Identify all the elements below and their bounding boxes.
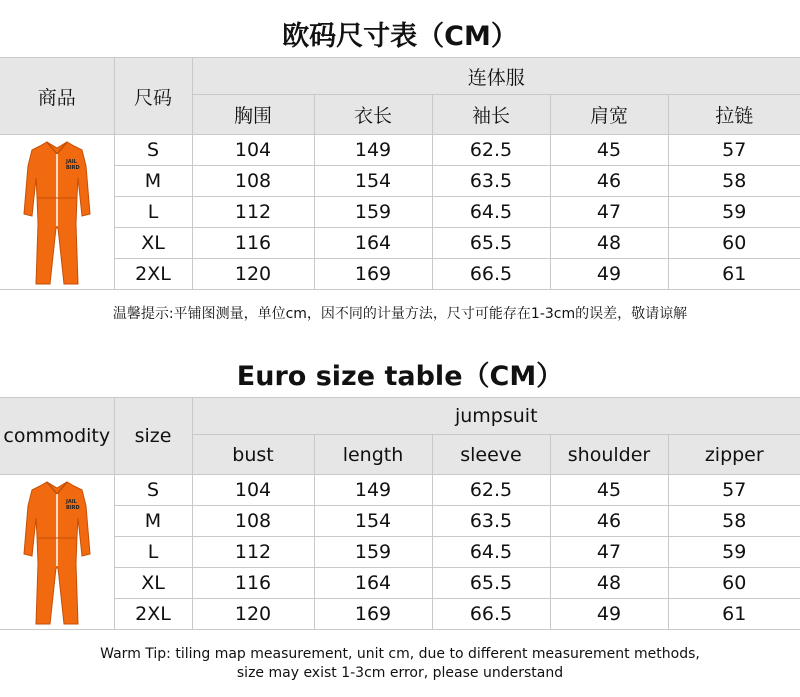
- cn-product-image: [0, 135, 114, 290]
- value-cell: 159: [314, 537, 432, 568]
- en-col-sleeve: sleeve: [432, 435, 550, 475]
- size-cell: 2XL: [114, 599, 192, 630]
- en-title: Euro size table（CM）: [236, 361, 564, 392]
- svg-text:BIRD: BIRD: [65, 505, 80, 511]
- size-cell: XL: [114, 228, 192, 259]
- cn-col-length: 衣长: [314, 95, 432, 135]
- value-cell: 60: [668, 228, 800, 259]
- en-col-bust: bust: [192, 435, 314, 475]
- en-col-commodity: commodity: [0, 398, 114, 475]
- table-row: [0, 166, 800, 197]
- en-col-zipper: zipper: [668, 435, 800, 475]
- cn-col-size: 尺码: [114, 58, 192, 135]
- value-cell: 66.5: [432, 599, 550, 630]
- cn-col-bust: 胸围: [192, 95, 314, 135]
- value-cell: 59: [668, 197, 800, 228]
- value-cell: 159: [314, 197, 432, 228]
- size-cell: L: [114, 197, 192, 228]
- cn-size-table: [0, 57, 800, 290]
- table-row: [0, 568, 800, 599]
- value-cell: 108: [192, 506, 314, 537]
- svg-text:JAIL: JAIL: [65, 499, 77, 505]
- value-cell: 169: [314, 259, 432, 290]
- value-cell: 61: [668, 599, 800, 630]
- size-cell: 2XL: [114, 259, 192, 290]
- value-cell: 48: [550, 568, 668, 599]
- value-cell: 104: [192, 475, 314, 506]
- en-size-table: [0, 397, 800, 630]
- value-cell: 49: [550, 599, 668, 630]
- cn-warm-tip: 温馨提示:平铺图测量，单位cm，因不同的计量方法，尺寸可能存在1-3cm的误差，敬请谅解: [112, 306, 688, 322]
- en-col-size: size: [114, 398, 192, 475]
- value-cell: 61: [668, 259, 800, 290]
- value-cell: 60: [668, 568, 800, 599]
- value-cell: 46: [550, 506, 668, 537]
- svg-text:JAIL: JAIL: [65, 159, 77, 165]
- value-cell: 154: [314, 166, 432, 197]
- value-cell: 57: [668, 475, 800, 506]
- orange-jumpsuit-icon: [22, 136, 92, 288]
- en-col-length: length: [314, 435, 432, 475]
- cn-col-sleeve: 袖长: [432, 95, 550, 135]
- value-cell: 112: [192, 537, 314, 568]
- value-cell: 62.5: [432, 475, 550, 506]
- value-cell: 120: [192, 259, 314, 290]
- table-row: [0, 506, 800, 537]
- size-cell: S: [114, 135, 192, 166]
- value-cell: 47: [550, 197, 668, 228]
- value-cell: 59: [668, 537, 800, 568]
- size-cell: L: [114, 537, 192, 568]
- value-cell: 116: [192, 228, 314, 259]
- value-cell: 46: [550, 166, 668, 197]
- cn-col-product: 商品: [0, 58, 114, 135]
- value-cell: 63.5: [432, 506, 550, 537]
- en-group-header: jumpsuit: [192, 398, 800, 435]
- value-cell: 63.5: [432, 166, 550, 197]
- en-warm-tip-line1: Warm Tip: tiling map measurement, unit cm, due to different measurement methods,: [100, 646, 700, 662]
- size-cell: M: [114, 506, 192, 537]
- value-cell: 47: [550, 537, 668, 568]
- value-cell: 65.5: [432, 568, 550, 599]
- svg-text:BIRD: BIRD: [65, 165, 80, 171]
- en-col-shoulder: shoulder: [550, 435, 668, 475]
- value-cell: 64.5: [432, 197, 550, 228]
- cn-title: 欧码尺寸表（CM）: [282, 21, 518, 52]
- value-cell: 48: [550, 228, 668, 259]
- value-cell: 104: [192, 135, 314, 166]
- cn-col-zipper: 拉链: [668, 95, 800, 135]
- en-warm-tip: [0, 645, 800, 683]
- table-row: [0, 259, 800, 290]
- value-cell: 66.5: [432, 259, 550, 290]
- orange-jumpsuit-icon: [22, 476, 92, 628]
- value-cell: 164: [314, 568, 432, 599]
- cn-col-shoulder: 肩宽: [550, 95, 668, 135]
- value-cell: 62.5: [432, 135, 550, 166]
- value-cell: 164: [314, 228, 432, 259]
- value-cell: 65.5: [432, 228, 550, 259]
- value-cell: 64.5: [432, 537, 550, 568]
- table-row: [0, 599, 800, 630]
- value-cell: 149: [314, 475, 432, 506]
- value-cell: 49: [550, 259, 668, 290]
- table-row: [0, 135, 800, 166]
- value-cell: 57: [668, 135, 800, 166]
- size-cell: S: [114, 475, 192, 506]
- value-cell: 120: [192, 599, 314, 630]
- cn-group-header: 连体服: [192, 58, 800, 95]
- value-cell: 154: [314, 506, 432, 537]
- value-cell: 45: [550, 475, 668, 506]
- table-row: [0, 475, 800, 506]
- value-cell: 116: [192, 568, 314, 599]
- en-warm-tip-line2: size may exist 1-3cm error, please understand: [236, 665, 564, 681]
- value-cell: 58: [668, 506, 800, 537]
- value-cell: 112: [192, 197, 314, 228]
- value-cell: 108: [192, 166, 314, 197]
- value-cell: 149: [314, 135, 432, 166]
- size-cell: M: [114, 166, 192, 197]
- table-row: [0, 537, 800, 568]
- value-cell: 45: [550, 135, 668, 166]
- table-row: [0, 197, 800, 228]
- table-row: [0, 228, 800, 259]
- size-cell: XL: [114, 568, 192, 599]
- en-product-image: [0, 475, 114, 630]
- value-cell: 169: [314, 599, 432, 630]
- value-cell: 58: [668, 166, 800, 197]
